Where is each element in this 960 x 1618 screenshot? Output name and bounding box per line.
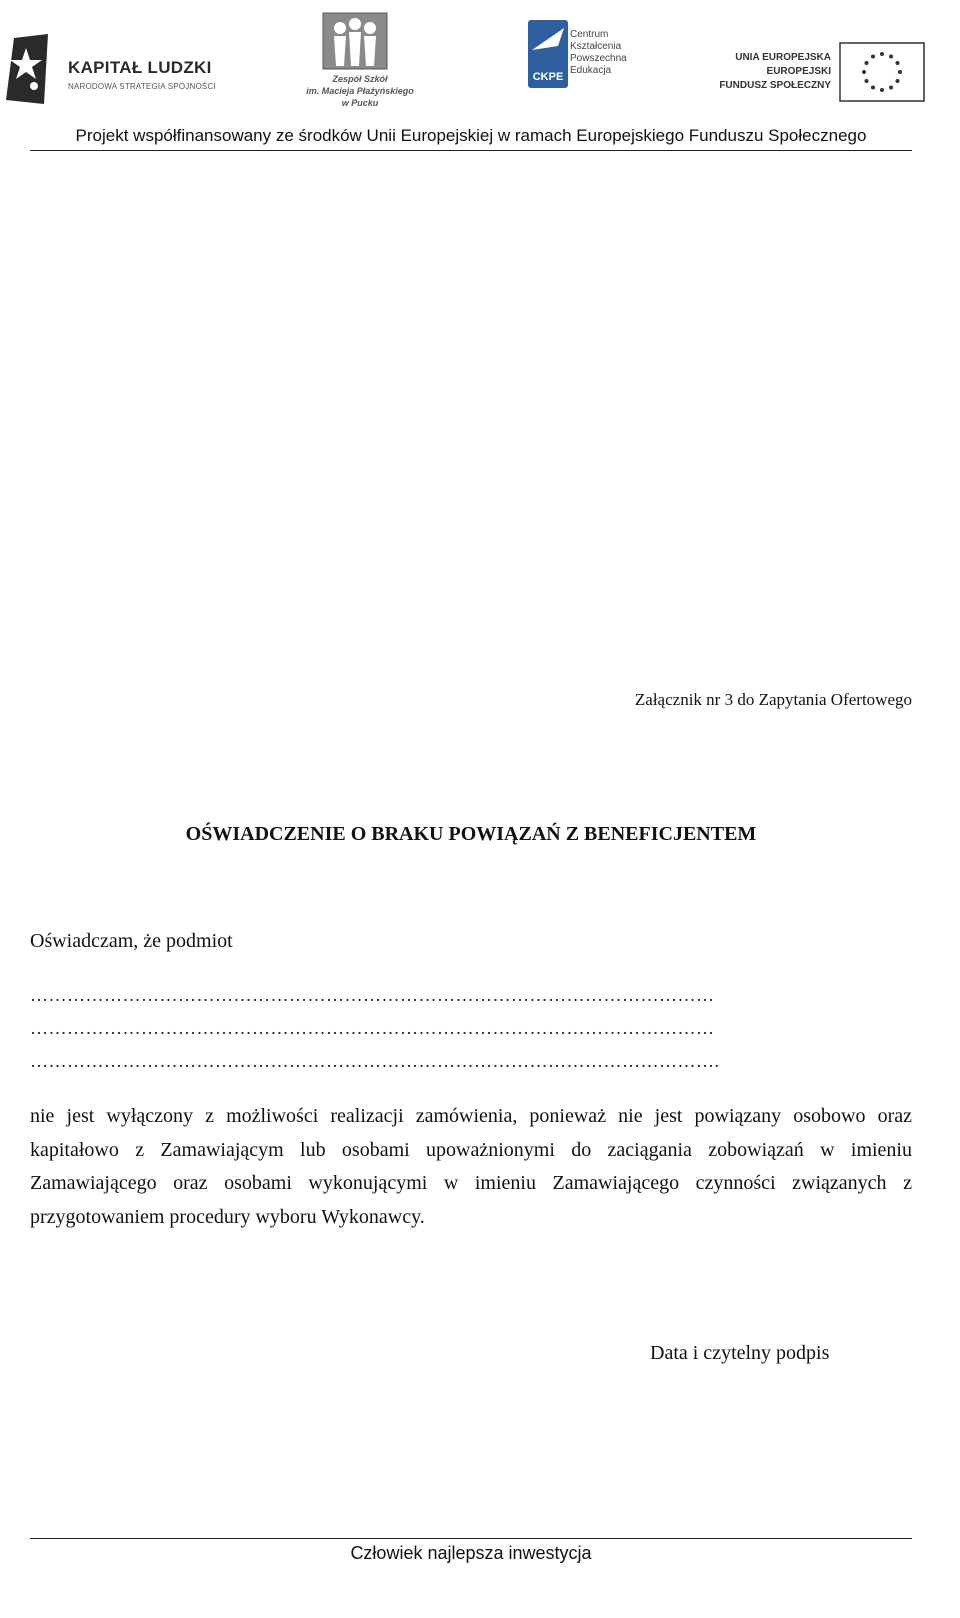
attachment-label: Załącznik nr 3 do Zapytania Ofertowego bbox=[634, 690, 912, 709]
school-name-line-1: Zespół Szkół bbox=[332, 74, 388, 84]
ue-line-3: FUNDUSZ SPOŁECZNY bbox=[719, 80, 831, 91]
ckpe-line-1: Centrum bbox=[570, 29, 609, 40]
document-title: OŚWIADCZENIE O BRAKU POWIĄZAŃ Z BENEFICJENTEM bbox=[185, 823, 757, 845]
ckpe-badge-text: CKPE bbox=[532, 71, 564, 83]
ckpe-line-4: Edukacja bbox=[570, 65, 612, 76]
unia-europejska-logo bbox=[715, 40, 931, 104]
footer-divider bbox=[30, 1538, 912, 1539]
school-name-line-2: im. Macieja Płażyńskiego bbox=[306, 86, 414, 96]
declaration-intro: Oświadczam, że podmiot bbox=[30, 930, 233, 952]
kapital-ludzki-logo bbox=[4, 30, 234, 110]
fill-in-dotted-line-1: ………………………………………………………………………………………………… bbox=[30, 985, 715, 1005]
fill-in-dotted-line-3: …………………………………………………………………………………………………. bbox=[30, 1051, 720, 1071]
footer-slogan: Człowiek najlepsza inwestycja bbox=[350, 1543, 592, 1563]
eu-flag-icon bbox=[839, 42, 925, 102]
signature-label: Data i czytelny podpis bbox=[650, 1342, 830, 1364]
zespol-szkol-logo bbox=[300, 12, 420, 116]
kapital-ludzki-title: KAPITAŁ LUDZKI bbox=[68, 58, 212, 77]
kapital-ludzki-emblem-icon bbox=[4, 34, 56, 104]
school-name-line-3: w Pucku bbox=[341, 98, 379, 108]
header-divider bbox=[30, 150, 912, 151]
ue-line-1: UNIA EUROPEJSKA bbox=[735, 52, 831, 63]
kapital-ludzki-subtitle: NARODOWA STRATEGIA SPÓJNOŚCI bbox=[68, 82, 216, 91]
ckpe-line-2: Kształcenia bbox=[570, 41, 622, 52]
ue-line-2: EUROPEJSKI bbox=[766, 66, 831, 77]
project-cofinancing-line: Projekt współfinansowany ze środków Unii Europejskiej w ramach Europejskiego Funduszu Społecznego bbox=[75, 126, 867, 145]
ckpe-emblem-icon bbox=[528, 20, 568, 88]
school-emblem-icon bbox=[322, 12, 388, 70]
fill-in-dotted-line-2: ………………………………………………………………………………………………… bbox=[30, 1018, 715, 1038]
ckpe-line-3: Powszechna bbox=[570, 53, 627, 64]
ckpe-logo bbox=[528, 18, 648, 92]
declaration-paragraph: nie jest wyłączony z możliwości realizacji zamówienia, ponieważ nie jest powiązany osobowo oraz kapitałowo z Zamawiającym lub osobami upoważnionymi do zaciągania zobowiązań w imieniu Zamawiającego oraz osobami wykonującymi w imieniu Zamawiającego czynności związanych z przygotowaniem procedury wyboru Wykonawcy. bbox=[30, 1105, 912, 1228]
